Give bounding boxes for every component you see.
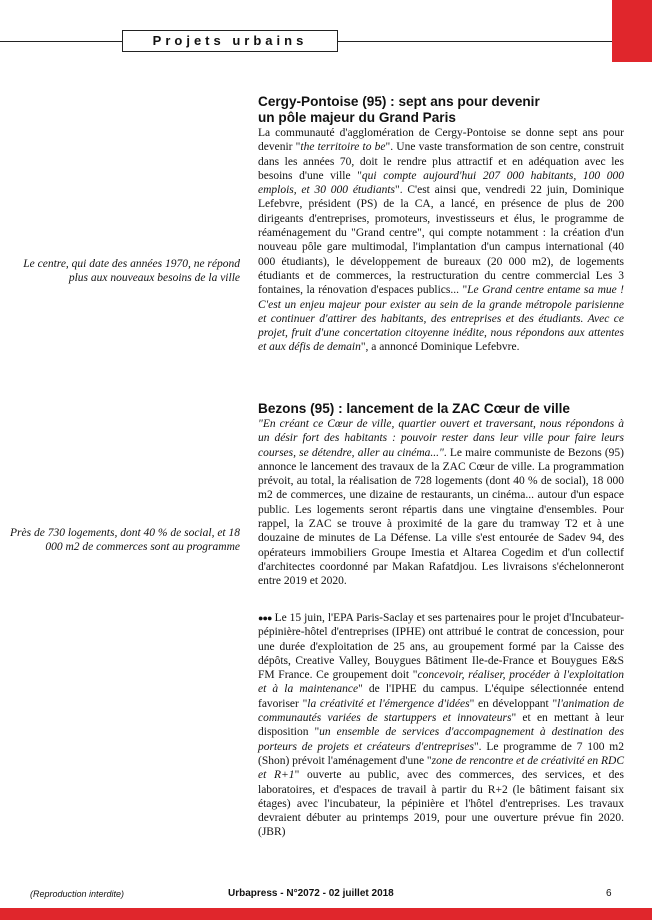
text-run: " et en mettant à leur disposition " <box>258 712 624 739</box>
text-run: un ensemble de services d'accompagnement à destination des porteurs de projets et créateurs d'entreprises <box>258 726 624 753</box>
article-saclay <box>258 611 624 840</box>
text-run: l'animation de communautés variées de startuppers et innovateurs <box>258 697 624 725</box>
footer-issue: Urbapress - N°2072 - 02 juillet 2018 <box>228 888 394 899</box>
text-run: ". Le programme de 7 100 m2 (Shon) prévoit l'aménagement d'une " <box>258 740 624 767</box>
article-saclay-body <box>258 611 624 840</box>
header-red-block <box>612 0 652 62</box>
sidenote-cergy: Le centre, qui date des années 1970, ne répond plus aux nouveaux besoins de la ville <box>23 258 240 285</box>
text-run: la créativité et l'émergence d'idées <box>307 697 470 710</box>
article-cergy <box>258 94 624 355</box>
article-bezons-body <box>258 417 624 589</box>
article-cergy-body <box>258 126 624 355</box>
text-run: Le 15 juin, l'EPA Paris-Saclay et ses partenaires pour le projet d'Incubateur-pépinière-hôtel d'entreprises (IPHE) ont attribué le contrat de concession, pour une durée d'exploitation de 25 ans, au groupement formé par la Caisse des dépôts, Creative Valley, Bouygues Bâtiment Ile-de-France et Bouygues E&S FM France. Ce groupement doit " <box>258 612 624 682</box>
footer-reproduction-notice: (Reproduction interdite) <box>30 889 125 899</box>
text-run: La communauté d'agglomération de Cergy-Pontoise se donne sept ans pour devenir " <box>258 127 624 154</box>
text-run: Le Grand centre entame sa mue ! C'est un enjeu majeur pour exister au sein de la grande métropole parisienne et continuer d'attirer des habitants, des entreprises et des étudiants. Avec ce projet, fruit d'une concertation citoyenne inédite, nous répondons aux attentes et aux défis de demain <box>258 284 624 354</box>
sidenote-bezons: Près de 730 logements, dont 40 % de social, et 18 000 m2 de commerces sont au programme <box>10 527 240 554</box>
text-run: qui compte aujourd'hui 207 000 habitants, 100 000 emplois, et 30 000 étudiants <box>258 169 624 197</box>
article-bezons <box>258 401 624 589</box>
text-run: " de l'IPHE du campus. L'équipe sélectionnée entend favoriser " <box>258 683 624 710</box>
text-run: . Le maire communiste de Bezons (95) annonce le lancement des travaux de la ZAC Cœur de ville. La programmation prévoit, au total, la réalisation de 728 logements (dont 40 % de social), 18 000 m2 de commerces, une dizaine de restaurants, un cinéma... autour d'un espace public. Les logements seront répartis dans une vingtaine d'ensembles. Pour rappel, la ZAC se trouve à proximité de la gare du tramway T2 et à une douzaine de minutes de La Défense. La ville s'est entourée de Sadev 94, des opérateurs immobiliers Groupe Imestia et Altarea Cogedim et d'un collectif d'architectes coordonné par Makan Rafatdjou. Les livraisons s'échelonneront entre 2019 et 2020. <box>258 446 624 588</box>
text-run: ". C'est ainsi que, vendredi 22 juin, Dominique Lefebvre, président (PS) de la CA, a lancé, en présence de plus de 200 dirigeants d'entreprises, promoteurs, investisseurs et élus, le programme de réaménagement du "Grand centre", qui compte notamment : la création d'un nouveau pôle gare multimodal, l'implantation d'un campus international (40 000 étudiants), le développement de bureaux (20 000 m2), de logements étudiants et de commerces, la restructuration du centre commercial Les 3 fontaines, la rénovation d'espaces publics... " <box>258 184 624 297</box>
text-run: " ouverte au public, avec des commerces, des services, et des laboratoires, et d'espaces de travail à partir du R+2 (le bâtiment faisant six étages) avec l'incubateur, la pépinière et l'hôtel d'entreprises. Les travaux devraient débuter au printemps 2019, pour une ouverture prévue fin 2020. (JBR) <box>258 769 624 839</box>
section-title: Projets urbains <box>122 30 338 52</box>
text-run: ". Une vaste transformation de son centre, construit dans les années 70, doit le rendre plus attractif et en adéquation avec les besoins d'une ville " <box>258 141 624 182</box>
text-run: concevoir, réaliser, procéder à l'exploitation et à la maintenance <box>258 669 624 696</box>
text-run: " en développant " <box>469 697 558 710</box>
page-number: 6 <box>606 888 612 899</box>
text-run: zone de rencontre et de créativité en RDC et R+1 <box>258 754 624 782</box>
article-bezons-title: Bezons (95) : lancement de la ZAC Cœur de ville <box>258 401 570 416</box>
article-cergy-title: Cergy-Pontoise (95) : sept ans pour devenir un pôle majeur du Grand Paris <box>258 94 540 125</box>
text-run: ", a annoncé Dominique Lefebvre. <box>360 341 520 354</box>
text-run: "En créant ce Cœur de ville, quartier ouvert et traversant, nous répondons à un désir fort des habitants : pouvoir rester dans leur ville pour faire leurs courses, se détendre, aller au cinéma..." <box>258 418 624 459</box>
footer-red-band <box>0 908 652 920</box>
bullet-marker: ●●● <box>258 613 272 623</box>
text-run: the territoire to be <box>300 141 386 154</box>
